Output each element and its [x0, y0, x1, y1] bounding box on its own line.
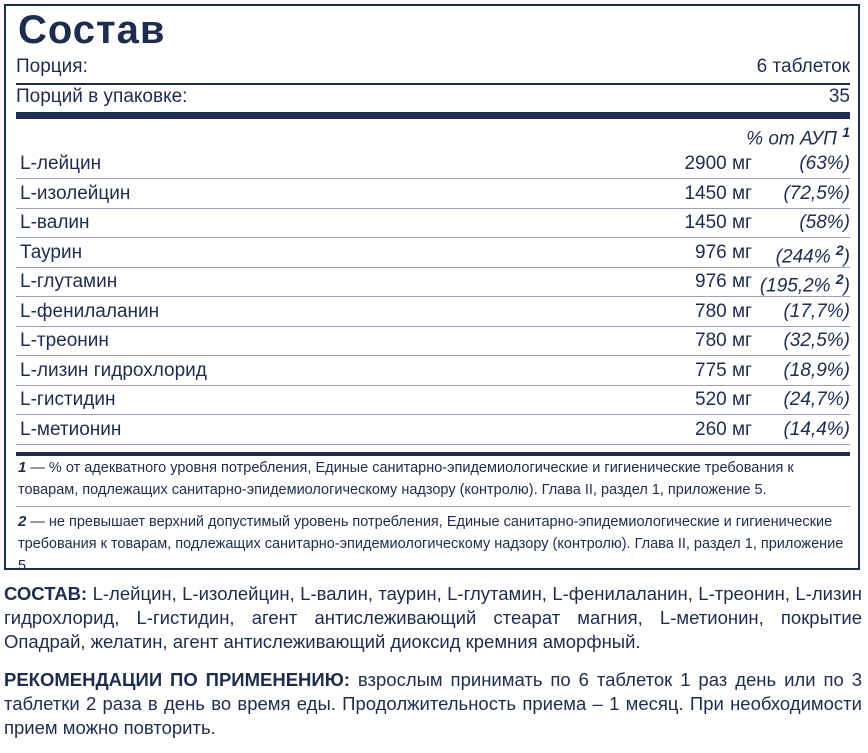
ingredient-name: L-лейцин — [20, 153, 102, 174]
ingredient-name: L-метионин — [20, 418, 122, 440]
footnote-mark: 2 — [835, 241, 844, 258]
footnote-2: 2 — не превышает верхний допустимый уровень потребления, Единые санитарно-эпидемиологические и гигиенические требования к товарам, подлежащих санитарно-эпидемиологическому надзору (контролю). Глава II, раздел 1, приложение 5. — [18, 513, 844, 574]
ingredient-amount: 1450 мг — [684, 182, 752, 204]
ingredient-row — [16, 267, 850, 297]
ingredient-row — [16, 297, 850, 327]
ingredient-name: L-изолейцин — [20, 182, 131, 204]
recommendations-paragraph — [4, 668, 862, 740]
footnote-1: 1 — % от адекватного уровня потребления, Единые санитарно-эпидемиологические и гигиенические требования к товарам, подлежащих санитарно-эпидемиологическому надзору (контролю). Глава II, раздел 1, приложение 5. — [18, 459, 794, 498]
ingredient-row — [16, 415, 850, 445]
divider — [16, 83, 850, 85]
serving-value: 6 таблеток — [756, 56, 850, 77]
ingredient-name: L-валин — [20, 212, 90, 233]
ingredient-row — [16, 385, 850, 415]
ingredient-percent: (72,5%) — [783, 182, 850, 204]
ingredient-name: Таурин — [20, 241, 83, 263]
ingredient-percent: (32,5%) — [783, 330, 850, 351]
ingredient-amount: 1450 мг — [684, 212, 752, 233]
ingredient-amount: 520 мг — [695, 389, 752, 410]
ingredient-amount: 775 мг — [695, 359, 752, 381]
ingredient-percent: (244% $^2$) — [775, 241, 850, 267]
ingredient-amount: 2900 мг — [684, 153, 752, 174]
thick-divider — [16, 112, 850, 119]
ingredient-amount: 976 мг — [695, 241, 752, 263]
footnote-mark: 2 — [835, 271, 844, 287]
ingredient-row — [16, 179, 850, 209]
ingredient-percent: (14,4%) — [783, 418, 850, 440]
ingredient-amount: 780 мг — [695, 300, 752, 322]
composition-label: СОСТАВ: — [4, 583, 88, 604]
panel-title: Состав — [18, 8, 166, 52]
ingredient-percent: (18,9%) — [783, 359, 850, 381]
ingredient-amount: 260 мг — [695, 418, 752, 440]
ingredient-percent: (24,7%) — [783, 389, 850, 410]
ingredient-name: L-фенилаланин — [20, 300, 160, 322]
ingredient-percent: (63%) — [799, 153, 850, 174]
ingredient-row — [16, 238, 850, 268]
ingredient-name: L-глутамин — [20, 271, 118, 292]
servings-per-pack-row — [16, 86, 850, 108]
recommendations-label: РЕКОМЕНДАЦИИ ПО ПРИМЕНЕНИЮ: — [4, 669, 350, 690]
ingredient-name: L-гистидин — [20, 389, 116, 410]
percent-header: % от АУП $^1$ — [746, 124, 850, 150]
servings-per-pack-value: 35 — [828, 86, 850, 107]
ingredient-amount: 780 мг — [695, 330, 752, 351]
footnote-mark: 1 — [842, 124, 850, 140]
ingredient-name: L-треонин — [20, 330, 109, 351]
ingredient-percent: (195,2% $^2$) — [759, 271, 850, 297]
recommendations-text: взрослым принимать по 6 таблеток 1 раз день или по 3 таблетки 2 раза в день во время еды. Продолжительность приема – 1 месяц. При необходимости прием можно повторить. — [4, 669, 862, 738]
ingredient-row — [16, 356, 850, 386]
thick-divider — [16, 452, 850, 456]
composition-text: L-лейцин, L-изолейцин, L-валин, таурин, L-глутамин, L-фенилаланин, L-треонин, L-лизин гидрохлорид, L-гистидин, агент антислеживающий стеарат магния, L-метионин, покрытие Опадрай, желатин, агент антислеживающий диоксид кремния аморфный. — [4, 583, 862, 652]
composition-paragraph — [4, 582, 862, 654]
ingredient-row — [16, 149, 850, 179]
ingredient-row — [16, 208, 850, 238]
divider — [16, 506, 850, 507]
serving-label: Порция: — [16, 56, 88, 77]
serving-row — [16, 56, 850, 78]
ingredient-row — [16, 326, 850, 356]
ingredient-name: L-лизин гидрохлорид — [20, 359, 207, 381]
nutrition-facts-panel — [4, 4, 860, 574]
servings-per-pack-label: Порций в упаковке: — [16, 86, 188, 107]
ingredient-percent: (17,7%) — [783, 300, 850, 322]
ingredient-percent: (58%) — [799, 212, 850, 233]
ingredient-amount: 976 мг — [695, 271, 752, 292]
